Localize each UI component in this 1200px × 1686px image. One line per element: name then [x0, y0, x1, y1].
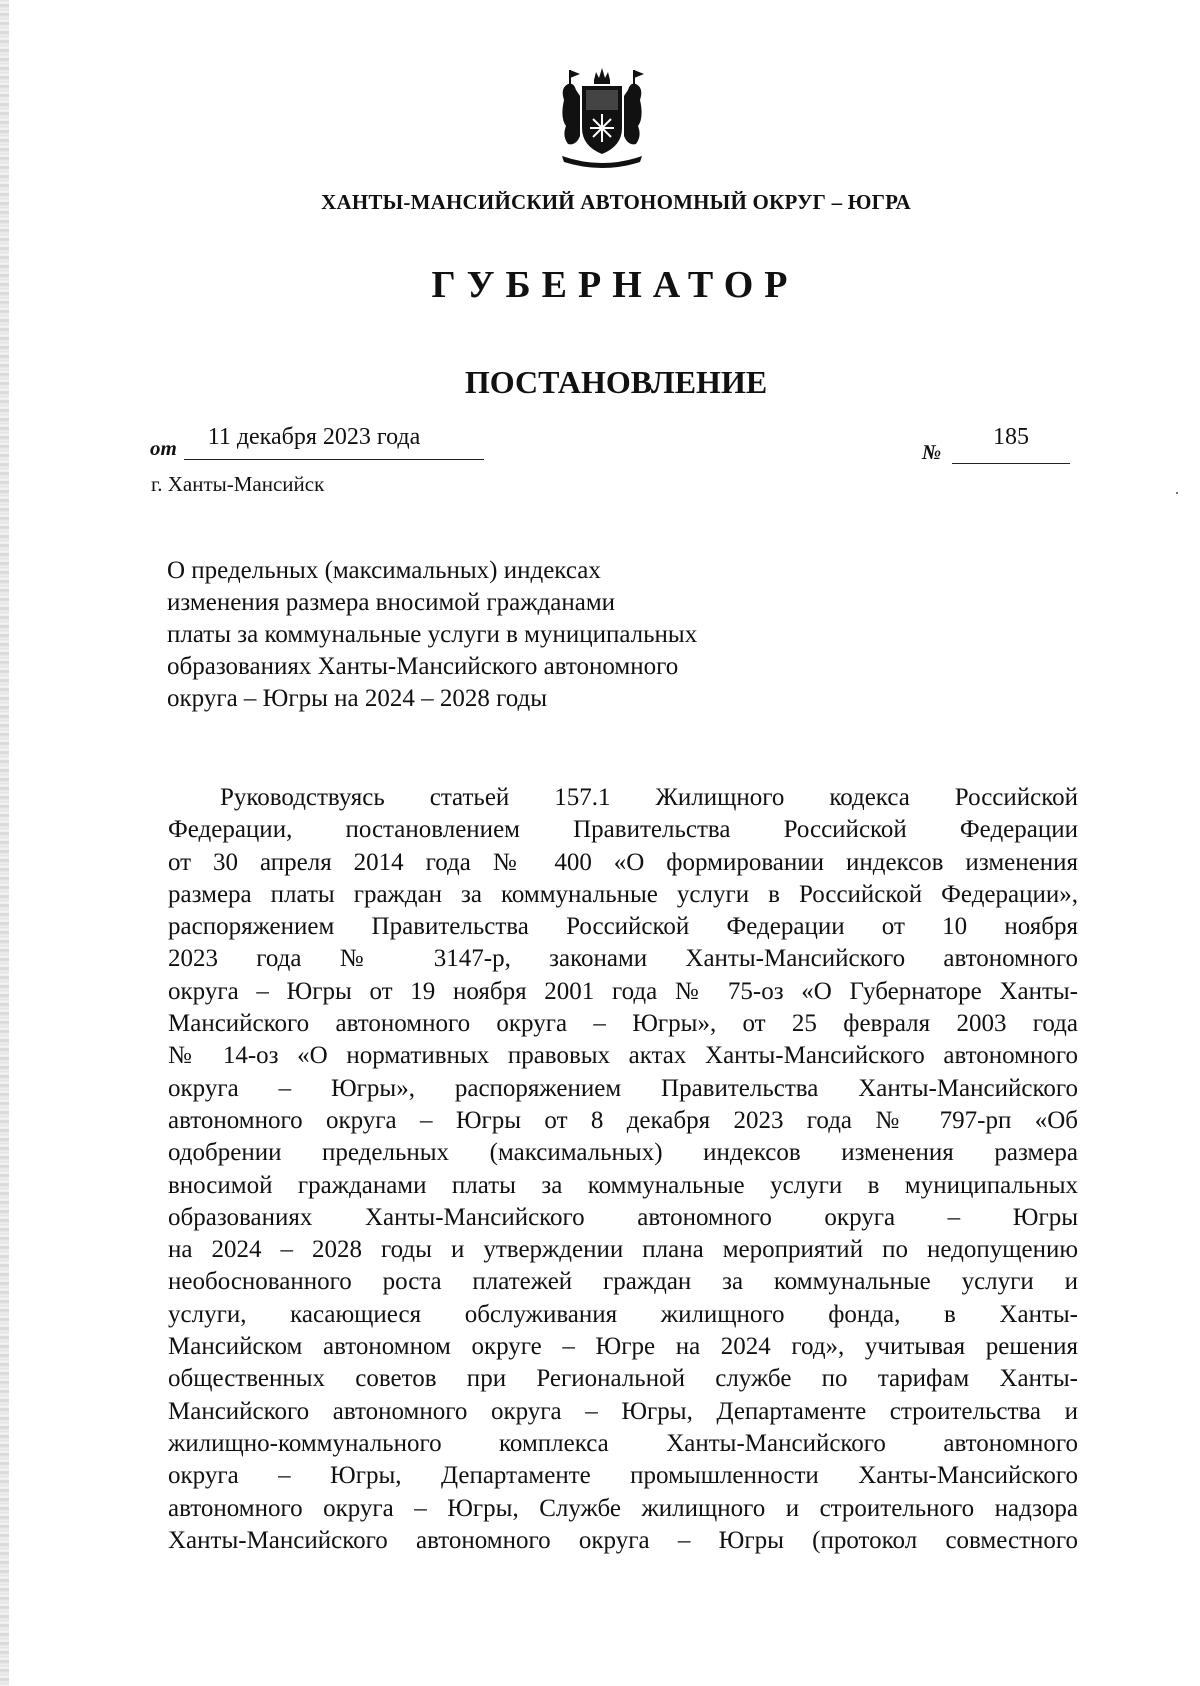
subject-line: образованиях Ханты-Мансийского автономного: [167, 653, 679, 680]
scan-speck: [1176, 492, 1178, 494]
document-body: [168, 782, 1078, 1557]
body-line: автономного округа – Югры от 8 декабря 2023 года № 797-рп «Об: [168, 1106, 1078, 1134]
document-type-title: ПОСТАНОВЛЕНИЕ: [464, 364, 768, 400]
number-prefix: №: [922, 440, 942, 464]
body-line: жилищно-коммунального комплекса Ханты-Мансийского автономного: [168, 1429, 1078, 1457]
date-prefix: от: [150, 436, 177, 460]
coat-of-arms-icon: [556, 66, 648, 170]
body-line: общественных советов при Региональной службе по тарифам Ханты-: [168, 1365, 1078, 1393]
subject-line: округа – Югры на 2024 – 2028 годы: [167, 685, 548, 712]
subject-line: платы за коммунальные услуги в муниципальных: [167, 621, 698, 648]
body-line: размера платы граждан за коммунальные услуги в Российской Федерации»,: [168, 880, 1078, 908]
body-line: образованиях Ханты-Мансийского автономного округа – Югры: [168, 1203, 1078, 1231]
body-line: от 30 апреля 2014 года № 400 «О формировании индексов изменения: [168, 848, 1078, 876]
region-title: ХАНТЫ-МАНСИЙСКИЙ АВТОНОМНЫЙ ОКРУГ – ЮГРА: [321, 190, 911, 214]
body-line: распоряжением Правительства Российской Федерации от 10 ноября: [168, 913, 1078, 941]
body-line: вносимой гражданами платы за коммунальные услуги в муниципальных: [168, 1171, 1078, 1199]
authority-title: ГУБЕРНАТОР: [431, 264, 799, 306]
body-line: одобрении предельных (максимальных) индексов изменения размера: [168, 1139, 1078, 1167]
body-line: округа – Югры», распоряжением Правительства Ханты-Мансийского: [168, 1074, 1078, 1102]
body-line: округа – Югры от 19 ноября 2001 года № 75-оз «О Губернаторе Ханты-: [168, 977, 1078, 1005]
subject-line: изменения размера вносимой гражданами: [167, 589, 616, 616]
body-line: Ханты-Мансийского автономного округа – Югры (протокол совместного: [168, 1526, 1078, 1554]
subject-line: О предельных (максимальных) индексах: [167, 557, 601, 584]
body-line: Мансийского автономного округа – Югры», от 25 февраля 2003 года: [168, 1010, 1078, 1038]
body-line: Мансийском автономном округе – Югре на 2024 год», учитывая решения: [168, 1333, 1078, 1361]
body-line: автономного округа – Югры, Службе жилищного и строительного надзора: [168, 1494, 1078, 1522]
body-line: № 14-оз «О нормативных правовых актах Ханты-Мансийского автономного: [168, 1042, 1078, 1070]
body-line: округа – Югры, Департаменте промышленности Ханты-Мансийского: [168, 1462, 1078, 1490]
body-line: Федерации, постановлением Правительства Российской Федерации: [168, 816, 1078, 844]
document-city: г. Ханты-Мансийск: [151, 472, 325, 496]
body-line: Мансийского автономного округа – Югры, Департаменте строительства и: [168, 1397, 1078, 1425]
body-line: Руководствуясь статьей 157.1 Жилищного кодекса Российской: [220, 784, 1078, 811]
body-line: необоснованного роста платежей граждан за коммунальные услуги и: [168, 1268, 1078, 1296]
body-line: на 2024 – 2028 годы и утверждении плана мероприятий по недопущению: [168, 1236, 1078, 1264]
scan-edge: [0, 0, 9, 1686]
document-number: 185: [952, 424, 1070, 464]
body-line: услуги, касающиеся обслуживания жилищного фонда, в Ханты-: [168, 1300, 1078, 1328]
document-subject: [167, 555, 807, 715]
document-date: 11 декабря 2023 года: [184, 424, 484, 460]
body-line: 2023 года № 3147-р, законами Ханты-Мансийского автономного: [168, 945, 1078, 973]
